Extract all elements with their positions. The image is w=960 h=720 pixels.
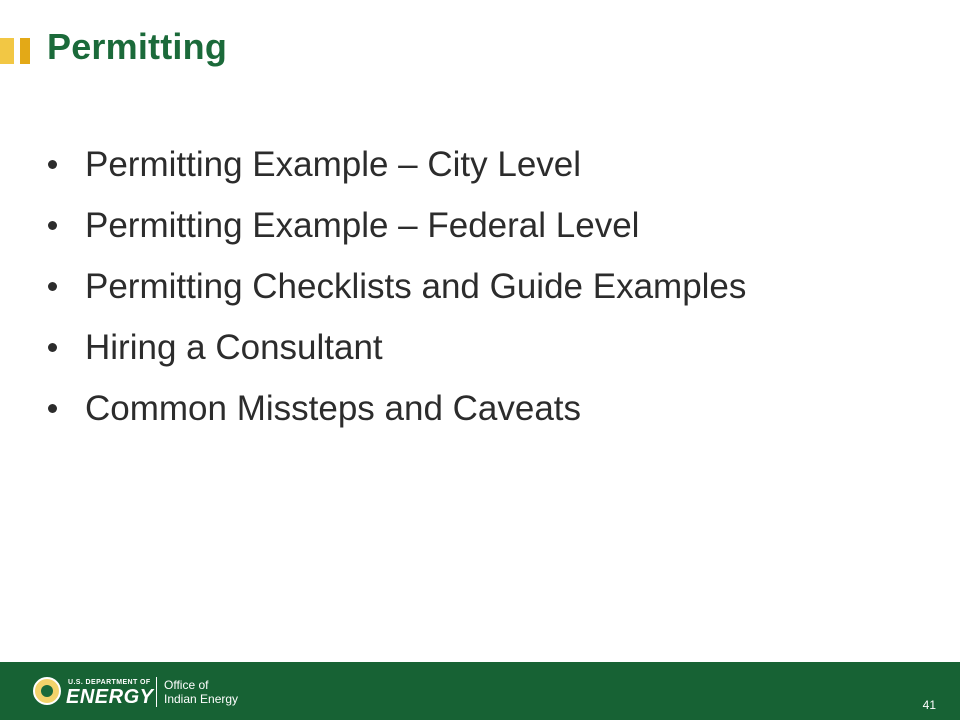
bullet-item — [48, 317, 908, 378]
office-line-1: Office of — [164, 678, 209, 692]
doe-logo-top-text: U.S. DEPARTMENT OF — [68, 679, 151, 686]
bullet-icon — [48, 160, 57, 169]
bullet-text: Common Missteps and Caveats — [85, 388, 582, 428]
page-number: 41 — [922, 698, 936, 712]
bullet-item — [48, 256, 908, 317]
bullet-item — [48, 195, 908, 256]
bullet-icon — [48, 282, 57, 291]
bullet-icon — [48, 343, 57, 352]
bullet-icon — [48, 221, 57, 230]
bullet-text: Permitting Example – Federal Level — [85, 205, 640, 245]
title-accent-bar-light — [0, 38, 14, 64]
title-accent-bar-dark — [20, 38, 30, 64]
office-name — [164, 678, 238, 706]
footer-bar — [0, 662, 960, 720]
slide-title: Permitting — [47, 26, 228, 67]
bullet-text: Permitting Checklists and Guide Examples — [85, 266, 747, 306]
bullet-item — [48, 134, 908, 195]
bullet-text: Hiring a Consultant — [85, 327, 383, 367]
bullet-icon — [48, 404, 57, 413]
logo-divider — [156, 677, 157, 707]
doe-logo-main-text: ENERGY — [66, 686, 154, 708]
bullet-text: Permitting Example – City Level — [85, 144, 582, 184]
bullet-list — [48, 134, 908, 439]
office-line-2: Indian Energy — [164, 692, 239, 706]
doe-seal-icon — [33, 677, 61, 705]
bullet-item — [48, 378, 908, 439]
